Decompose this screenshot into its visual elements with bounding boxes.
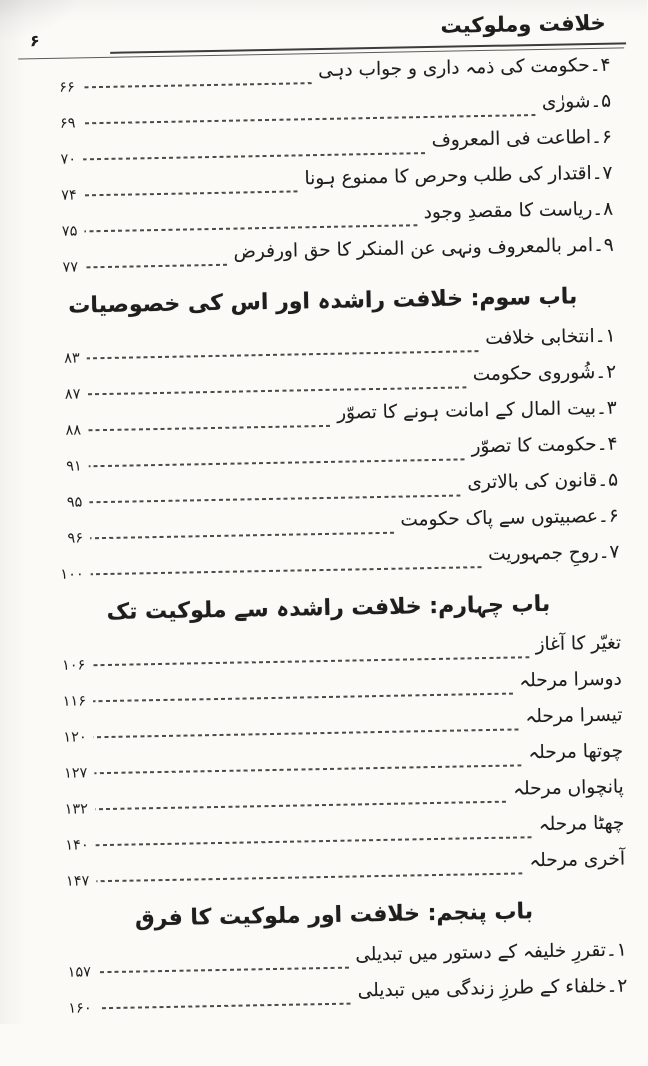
toc-entry-label: ۲۔شُوروی حکومت	[473, 361, 618, 385]
dotted-leader	[83, 82, 313, 88]
toc-entry-page: ۱۰۰	[61, 566, 85, 583]
toc-entry-label: ۶۔عصبیتوں سے پاک حکومت	[401, 505, 620, 531]
toc-entry-label: ۴۔حکومت کا تصوّر	[472, 433, 619, 457]
toc-entry-label: ۱۔انتخابی خلافت	[486, 325, 617, 349]
toc-entry-page: ۱۲۰	[64, 729, 88, 746]
toc-entry-label: ۵۔قانون کی بالاتری	[468, 469, 620, 493]
toc-entry-page: ۸۸	[66, 422, 83, 439]
toc-entry-page: ۱۵۷	[68, 964, 93, 981]
book-title: خلافت وملوکیت	[441, 10, 607, 38]
dotted-leader	[92, 566, 483, 575]
toc-entry-page: ۷۷	[63, 259, 80, 276]
dotted-leader	[88, 386, 467, 395]
dotted-leader	[86, 264, 228, 269]
toc-entry-label: ۷۔اقتدار کی طلب وحرص کا ممنوع ہونا	[305, 162, 614, 189]
toc-entry-label: ۵۔شورٰی	[542, 90, 613, 113]
dotted-leader	[90, 494, 461, 503]
page-number: ۶	[30, 31, 41, 51]
toc-entry-page: ۱۱۶	[63, 693, 88, 710]
toc-entry-label: آخری مرحلہ	[530, 848, 627, 871]
table-of-contents	[27, 53, 628, 1021]
toc-entry-label: ۲۔خلفاء کے طرزِ زندگی میں تبدیلی	[358, 975, 629, 1001]
header-spacer	[40, 14, 441, 21]
toc-entry-page: ۱۴۰	[66, 837, 90, 854]
dotted-leader	[91, 532, 395, 540]
dotted-leader	[95, 728, 520, 738]
dotted-leader	[88, 350, 480, 359]
chapter-heading: باب چہارم: خلافت راشدہ سے ملوکیت تک	[107, 591, 552, 625]
dotted-leader	[99, 967, 350, 974]
toc-entry-label: ۶۔اطاعت فی المعروف	[432, 126, 613, 151]
toc-entry-label: چوتھا مرحلہ	[529, 740, 625, 763]
toc-entry-label: تیسرا مرحلہ	[526, 704, 624, 727]
toc-entry-label: ۹۔امر بالمعروف ونہی عن المنکر کا حق اورفرض	[234, 234, 615, 263]
toc-entry-page: ۱۴۷	[66, 873, 91, 890]
toc-entry-page: ۱۶۰	[69, 1000, 93, 1017]
dotted-leader	[97, 872, 523, 882]
chapter-heading: باب پنجم: خلافت اور ملوکیت کا فرق	[135, 899, 535, 932]
toc-entry-label: ۳۔بیت المال کے امانت ہونے کا تصوّر	[337, 397, 618, 424]
dotted-leader	[97, 836, 533, 846]
toc-entry-page: ۷۴	[62, 187, 78, 204]
toc-entry-label: ۸۔ریاست کا مقصدِ وجود	[424, 198, 615, 223]
toc-entry-page: ۶۹	[60, 115, 77, 132]
toc-entry-label: چھٹا مرحلہ	[539, 812, 626, 835]
dotted-leader	[95, 764, 522, 774]
dotted-leader	[85, 190, 299, 196]
toc-entry-page: ۹۶	[68, 530, 85, 547]
dotted-leader	[89, 425, 331, 431]
dotted-leader	[93, 656, 529, 666]
toc-entry-page: ۱۰۶	[62, 657, 87, 674]
dotted-leader	[85, 224, 418, 232]
toc-entry-label: ۷۔روحِ جمہوریت	[488, 541, 621, 565]
dotted-leader	[96, 801, 507, 811]
chapter-heading: باب سوم: خلافت راشدہ اور اس کی خصوصیات	[69, 284, 579, 319]
dotted-leader	[83, 114, 536, 124]
toc-entry-label: پانچواں مرحلہ	[513, 776, 625, 800]
toc-entry-page: ۱۳۲	[65, 801, 90, 818]
toc-entry-label: ۴۔حکومت کی ذمہ داری و جواب دہی	[318, 54, 612, 81]
dotted-leader	[90, 458, 466, 467]
toc-entry-page: ۸۷	[65, 386, 82, 403]
toc-entry-page: ۷۵	[62, 223, 79, 240]
dotted-leader	[84, 152, 426, 160]
toc-entry-page: ۹۱	[67, 458, 83, 475]
toc-entry-page: ۹۵	[67, 494, 84, 511]
dotted-leader	[100, 1003, 352, 1010]
toc-entry-label: تغیّر کا آغاز	[536, 632, 623, 655]
toc-entry-page: ۶۶	[60, 79, 76, 96]
toc-entry-label: ۱۔تقررِ خلیفہ کے دستور میں تبدیلی	[356, 939, 628, 965]
dotted-leader	[94, 693, 514, 703]
toc-entry-page: ۷۰	[61, 151, 78, 168]
toc-entry-page: ۸۳	[65, 350, 81, 367]
toc-entry-label: دوسرا مرحلہ	[520, 668, 623, 691]
toc-entry-page: ۱۲۷	[64, 765, 89, 782]
